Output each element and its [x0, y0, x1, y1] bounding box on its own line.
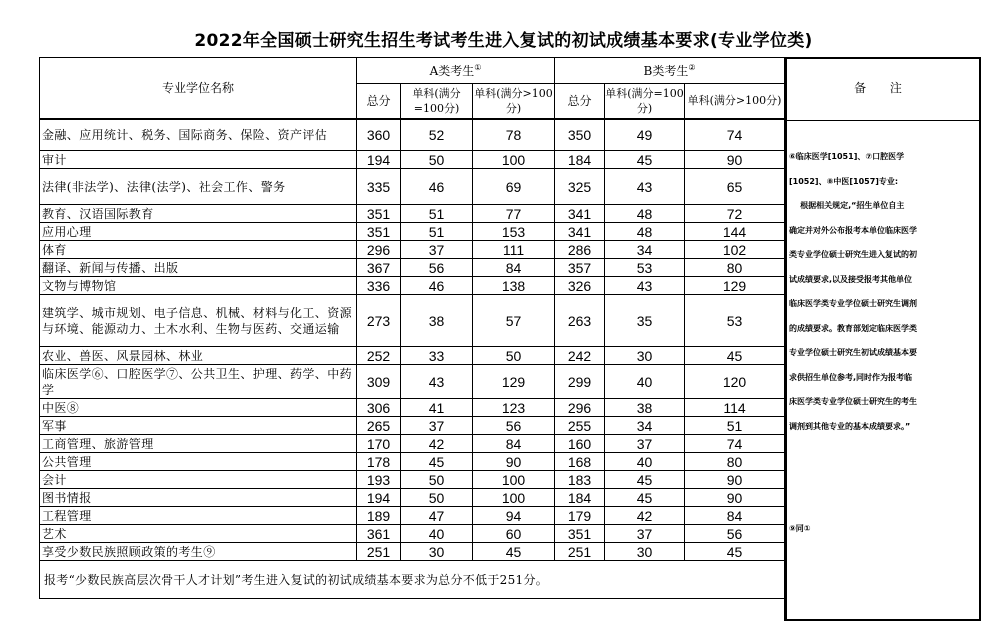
- cell-a-sub-over100: 50: [473, 347, 555, 365]
- remark-line: ⑥临床医学[1051]、⑦口腔医学: [789, 152, 905, 161]
- cell-a-total: 361: [357, 525, 401, 543]
- cell-a-total: 252: [357, 347, 401, 365]
- cell-a-sub100: 42: [401, 435, 473, 453]
- cell-a-sub-over100: 57: [473, 295, 555, 347]
- cell-a-total: 296: [357, 241, 401, 259]
- cell-b-sub-over100: 51: [685, 417, 785, 435]
- cell-b-total: 242: [555, 347, 605, 365]
- cell-a-total: 335: [357, 169, 401, 205]
- table-row: [40, 169, 785, 205]
- cell-a-sub100: 46: [401, 169, 473, 205]
- cell-b-sub-over100: 65: [685, 169, 785, 205]
- cell-b-sub-over100: 53: [685, 295, 785, 347]
- cell-a-sub-over100: 45: [473, 543, 555, 561]
- cell-b-sub100: 34: [605, 241, 685, 259]
- cell-b-sub-over100: 90: [685, 489, 785, 507]
- cell-a-total: 309: [357, 365, 401, 399]
- cell-a-sub100: 46: [401, 277, 473, 295]
- cell-b-sub100: 35: [605, 295, 685, 347]
- cell-b-sub-over100: 56: [685, 525, 785, 543]
- cell-b-total: 299: [555, 365, 605, 399]
- header-a-total: 总分: [357, 84, 401, 119]
- cell-a-sub-over100: 100: [473, 151, 555, 169]
- cell-a-sub100: 52: [401, 119, 473, 151]
- cell-b-total: 341: [555, 223, 605, 241]
- cell-a-total: 367: [357, 259, 401, 277]
- row-name: 临床医学⑥、口腔医学⑦、公共卫生、护理、药学、中药学: [40, 365, 357, 399]
- remark-line: 试成绩要求,以及接受报考其他单位: [789, 274, 913, 284]
- cell-b-sub100: 42: [605, 507, 685, 525]
- remark-line: 类专业学位硕士研究生进入复试的初: [789, 250, 917, 259]
- cell-a-sub-over100: 100: [473, 489, 555, 507]
- row-name: 翻译、新闻与传播、出版: [40, 259, 357, 277]
- cell-b-sub-over100: 84: [685, 507, 785, 525]
- cell-b-total: 326: [555, 277, 605, 295]
- cell-a-total: 306: [357, 399, 401, 417]
- remark-line: 床医学类专业学位硕士研究生的考生: [789, 397, 917, 406]
- remark-line: 专业学位硕士研究生初试成绩基本要: [789, 348, 917, 357]
- cell-a-total: 336: [357, 277, 401, 295]
- cell-a-sub-over100: 111: [473, 241, 555, 259]
- table-row: [40, 471, 785, 489]
- header-a-sub100: 单科(满分=100分): [401, 84, 473, 119]
- cell-b-sub-over100: 120: [685, 365, 785, 399]
- table-row: [40, 435, 785, 453]
- cell-a-total: 360: [357, 119, 401, 151]
- cell-b-total: 184: [555, 151, 605, 169]
- remark-line: 的成绩要求。教育部划定临床医学类: [789, 323, 917, 333]
- cell-b-sub-over100: 80: [685, 453, 785, 471]
- cell-a-sub-over100: 153: [473, 223, 555, 241]
- table-row: [40, 543, 785, 561]
- cell-b-sub-over100: 90: [685, 151, 785, 169]
- cell-a-total: 251: [357, 543, 401, 561]
- cell-a-sub-over100: 84: [473, 259, 555, 277]
- table-row: [40, 489, 785, 507]
- cell-a-sub100: 47: [401, 507, 473, 525]
- cell-a-sub100: 40: [401, 525, 473, 543]
- row-name: 图书情报: [40, 489, 357, 507]
- table-row: [40, 399, 785, 417]
- cell-a-total: 178: [357, 453, 401, 471]
- score-table: [39, 57, 785, 599]
- cell-a-sub100: 56: [401, 259, 473, 277]
- remark-line: 求供招生单位参考,同时作为报考临: [789, 372, 913, 382]
- footer-note: 报考“少数民族高层次骨干人才计划”考生进入复试的初试成绩基本要求为总分不低于251分。: [40, 561, 785, 599]
- cell-b-sub-over100: 90: [685, 471, 785, 489]
- cell-b-sub100: 45: [605, 471, 685, 489]
- cell-a-total: 351: [357, 223, 401, 241]
- cell-a-sub100: 51: [401, 223, 473, 241]
- remark-line: 临床医学类专业学位硕士研究生调剂: [789, 299, 917, 308]
- cell-b-total: 286: [555, 241, 605, 259]
- cell-b-total: 255: [555, 417, 605, 435]
- row-name: 法律(非法学)、法律(法学)、社会工作、警务: [40, 169, 357, 205]
- row-name: 艺术: [40, 525, 357, 543]
- cell-a-sub-over100: 60: [473, 525, 555, 543]
- header-group-b: B类考生②: [555, 58, 785, 84]
- cell-b-sub100: 37: [605, 435, 685, 453]
- cell-b-sub-over100: 45: [685, 543, 785, 561]
- table-row: [40, 259, 785, 277]
- row-name: 公共管理: [40, 453, 357, 471]
- row-name: 享受少数民族照顾政策的考生⑨: [40, 543, 357, 561]
- row-name: 文物与博物馆: [40, 277, 357, 295]
- table-row: [40, 241, 785, 259]
- header-b-sub100: 单科(满分=100分): [605, 84, 685, 119]
- header-b-total: 总分: [555, 84, 605, 119]
- table-row: [40, 347, 785, 365]
- cell-b-total: 341: [555, 205, 605, 223]
- header-group-a: A类考生①: [357, 58, 555, 84]
- cell-b-sub100: 38: [605, 399, 685, 417]
- table-row: [40, 223, 785, 241]
- header-a-sub-over100: 单科(满分>100分): [473, 84, 555, 119]
- cell-a-sub100: 51: [401, 205, 473, 223]
- remarks-header: 备 注: [787, 59, 979, 121]
- cell-a-sub-over100: 129: [473, 365, 555, 399]
- cell-a-sub100: 43: [401, 365, 473, 399]
- cell-a-sub100: 50: [401, 151, 473, 169]
- cell-b-sub-over100: 74: [685, 435, 785, 453]
- cell-a-sub100: 41: [401, 399, 473, 417]
- cell-b-total: 296: [555, 399, 605, 417]
- cell-b-sub-over100: 74: [685, 119, 785, 151]
- cell-a-sub-over100: 123: [473, 399, 555, 417]
- remarks-note-6-8: [789, 145, 979, 439]
- remark-line: 确定并对外公布报考本单位临床医学: [789, 225, 917, 235]
- cell-b-sub-over100: 129: [685, 277, 785, 295]
- cell-b-total: 179: [555, 507, 605, 525]
- cell-b-total: 350: [555, 119, 605, 151]
- cell-a-total: 193: [357, 471, 401, 489]
- row-name: 中医⑧: [40, 399, 357, 417]
- cell-b-sub100: 48: [605, 223, 685, 241]
- page-title: 2022年全国硕士研究生招生考试考生进入复试的初试成绩基本要求(专业学位类): [194, 31, 813, 51]
- cell-b-sub100: 40: [605, 453, 685, 471]
- cell-b-sub100: 45: [605, 489, 685, 507]
- cell-a-sub-over100: 69: [473, 169, 555, 205]
- cell-b-sub-over100: 45: [685, 347, 785, 365]
- cell-b-total: 351: [555, 525, 605, 543]
- cell-b-total: 184: [555, 489, 605, 507]
- cell-a-total: 351: [357, 205, 401, 223]
- cell-a-sub100: 37: [401, 241, 473, 259]
- remarks-note-9: ⑨同①: [789, 524, 811, 533]
- cell-b-sub100: 40: [605, 365, 685, 399]
- row-name: 体育: [40, 241, 357, 259]
- cell-b-sub-over100: 80: [685, 259, 785, 277]
- cell-b-sub100: 34: [605, 417, 685, 435]
- cell-a-sub100: 30: [401, 543, 473, 561]
- row-name: 金融、应用统计、税务、国际商务、保险、资产评估: [40, 119, 357, 151]
- cell-b-sub100: 30: [605, 347, 685, 365]
- cell-a-sub-over100: 138: [473, 277, 555, 295]
- cell-b-sub100: 53: [605, 259, 685, 277]
- cell-b-sub100: 43: [605, 277, 685, 295]
- header-name-col: 专业学位名称: [40, 58, 357, 119]
- cell-b-sub-over100: 114: [685, 399, 785, 417]
- table-row: [40, 295, 785, 347]
- cell-a-total: 194: [357, 489, 401, 507]
- cell-b-total: 357: [555, 259, 605, 277]
- row-name: 工程管理: [40, 507, 357, 525]
- cell-a-sub-over100: 56: [473, 417, 555, 435]
- cell-b-total: 251: [555, 543, 605, 561]
- row-name: 会计: [40, 471, 357, 489]
- row-name: 应用心理: [40, 223, 357, 241]
- table-row: [40, 151, 785, 169]
- row-name: 教育、汉语国际教育: [40, 205, 357, 223]
- table-row: [40, 507, 785, 525]
- cell-a-sub100: 50: [401, 471, 473, 489]
- table-row: [40, 277, 785, 295]
- cell-b-total: 168: [555, 453, 605, 471]
- cell-b-sub-over100: 144: [685, 223, 785, 241]
- cell-b-sub-over100: 102: [685, 241, 785, 259]
- cell-b-total: 160: [555, 435, 605, 453]
- cell-b-total: 263: [555, 295, 605, 347]
- table-row: [40, 525, 785, 543]
- table-row: [40, 119, 785, 151]
- cell-b-sub100: 48: [605, 205, 685, 223]
- cell-b-sub100: 30: [605, 543, 685, 561]
- cell-a-total: 170: [357, 435, 401, 453]
- table-row: [40, 365, 785, 399]
- cell-b-sub100: 45: [605, 151, 685, 169]
- cell-a-total: 273: [357, 295, 401, 347]
- cell-b-total: 183: [555, 471, 605, 489]
- cell-a-sub100: 50: [401, 489, 473, 507]
- remark-line: 根据相关规定,“招生单位自主: [789, 201, 905, 210]
- cell-a-sub-over100: 90: [473, 453, 555, 471]
- cell-b-sub100: 43: [605, 169, 685, 205]
- remark-line: [1052]、⑧中医[1057]专业:: [789, 176, 899, 186]
- cell-a-total: 265: [357, 417, 401, 435]
- row-name: 农业、兽医、风景园林、林业: [40, 347, 357, 365]
- table-row: [40, 453, 785, 471]
- cell-a-sub100: 33: [401, 347, 473, 365]
- table-row: [40, 417, 785, 435]
- cell-a-sub-over100: 84: [473, 435, 555, 453]
- cell-b-total: 325: [555, 169, 605, 205]
- cell-a-sub-over100: 100: [473, 471, 555, 489]
- cell-a-sub100: 37: [401, 417, 473, 435]
- table-row: [40, 205, 785, 223]
- remarks-panel: [784, 57, 981, 621]
- header-b-sub-over100: 单科(满分>100分): [685, 84, 785, 119]
- cell-a-total: 194: [357, 151, 401, 169]
- row-name: 建筑学、城市规划、电子信息、机械、材料与化工、资源与环境、能源动力、土木水利、生物与医药、交通运输: [40, 295, 357, 347]
- row-name: 工商管理、旅游管理: [40, 435, 357, 453]
- cell-a-sub-over100: 94: [473, 507, 555, 525]
- cell-a-sub-over100: 78: [473, 119, 555, 151]
- remark-line: 调剂到其他专业的基本成绩要求。”: [789, 421, 911, 431]
- cell-b-sub100: 37: [605, 525, 685, 543]
- cell-a-sub100: 38: [401, 295, 473, 347]
- cell-b-sub100: 49: [605, 119, 685, 151]
- cell-a-sub-over100: 77: [473, 205, 555, 223]
- cell-a-total: 189: [357, 507, 401, 525]
- cell-a-sub100: 45: [401, 453, 473, 471]
- row-name: 审计: [40, 151, 357, 169]
- row-name: 军事: [40, 417, 357, 435]
- cell-b-sub-over100: 72: [685, 205, 785, 223]
